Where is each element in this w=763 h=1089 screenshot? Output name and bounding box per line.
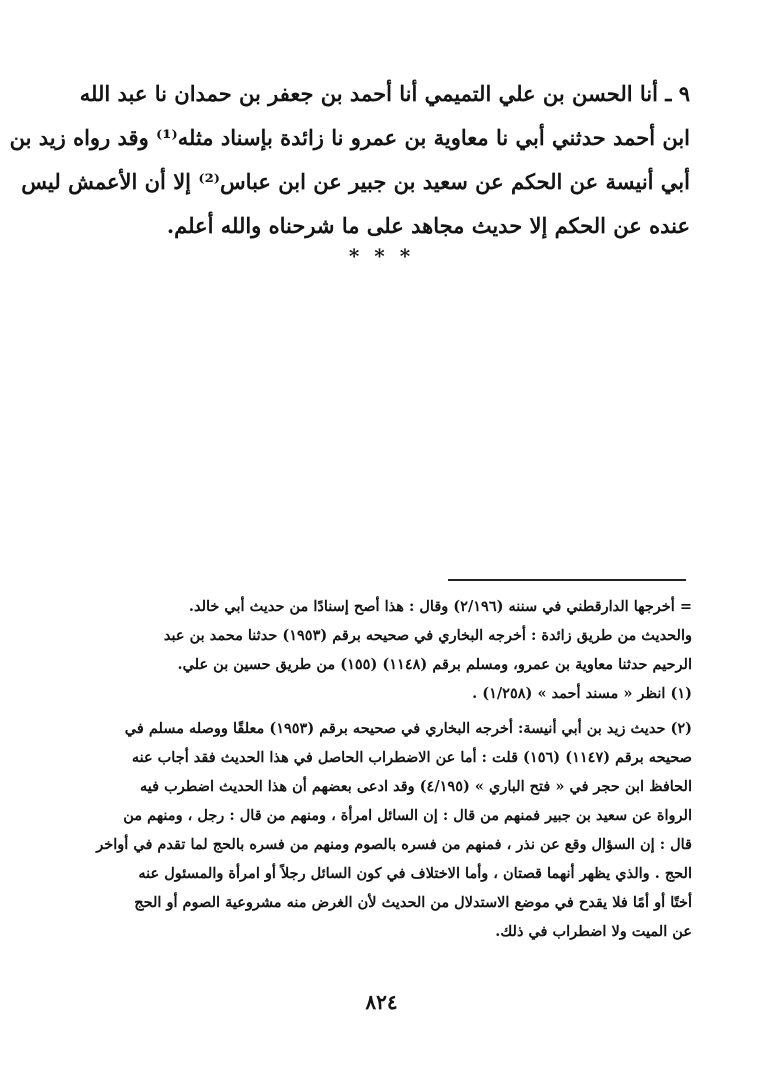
main-text-line: ابن أحمد حدثني أبي نا معاوية بن عمرو نا زائدة بإسناد مثله⁽¹⁾ وقد رواه زيد بن (9, 125, 690, 150)
footnote-continuation-line: والحديث من طريق زائدة : أخرجه البخاري في صحيحه برقم (١٩٥٣) حدثنا محمد بن عبد (163, 627, 692, 644)
footnotes-block (62, 592, 692, 946)
footnote-2-line: أختًا أو أمًا فلا يقدح في موضع الاستدلال من الحديث لأن الغرض منه مشروعية الصوم أو الحج (134, 894, 692, 911)
footnote-continuation-line: = أخرجها الدارقطني في سننه (٢/١٩٦) وقال : هذا أصح إسنادًا من حديث أبي خالد. (188, 598, 692, 615)
main-text-line: عنده عن الحكم إلا حديث مجاهد على ما شرحناه والله أعلم. (166, 213, 690, 238)
page-number: ٨٢٤ (365, 990, 398, 1014)
footnote-2-line: الرواة عن سعيد بن جبير فمنهم من قال : إن السائل امرأة ، ومنهم من قال : رجل ، ومنهم من (123, 807, 692, 824)
footnote-1: (١) انظر « مسند أحمد » (١/٢٥٨) . (472, 685, 692, 702)
footnote-continuation-line: الرحيم حدثنا معاوية بن عمرو، ومسلم برقم (١١٤٨) (١٥٥) من طريق حسين بن علي. (177, 656, 692, 673)
footnote-2-line: الحافظ ابن حجر في « فتح الباري » (٤/١٩٥) وقد ادعى بعضهم أن هذا الحديث اضطرب فيه (139, 778, 692, 795)
main-text-line: ٩ ـ أنا الحسن بن علي التميمي أنا أحمد بن جعفر بن حمدان نا عبد الله (79, 81, 690, 106)
footnote-2-line: عن الميت ولا اضطراب في ذلك. (495, 923, 692, 940)
footnote-2-line: الحج . والذي يظهر أنهما قصتان ، وأما الاختلاف في كون السائل رجلاً أو امرأة والمسئول عنه (138, 865, 692, 882)
footnote-2-line: صحيحه برقم (١١٤٧) (١٥٦) قلت : أما عن الاضطراب الحاصل في هذا الحديث فقد أجاب عنه (131, 749, 692, 766)
footnote-divider (448, 579, 686, 581)
footnote-2-line: (٢) حديث زيد بن أبي أنيسة: أخرجه البخاري في صحيحه برقم (١٩٥٣) معلقًا ووصله مسلم في (124, 720, 692, 737)
main-text-line: أبي أنيسة عن الحكم عن سعيد بن جبير عن ابن عباس⁽²⁾ إلا أن الأعمش ليس (21, 169, 690, 194)
footnote-2-line: قال : إن السؤال وقع عن نذر ، فمنهم من فسره بالصوم ومنهم من فسره بالحج لما تقدم في أواخر (96, 836, 692, 853)
section-separator-stars: * * * (348, 244, 415, 268)
main-text-block (9, 72, 690, 248)
